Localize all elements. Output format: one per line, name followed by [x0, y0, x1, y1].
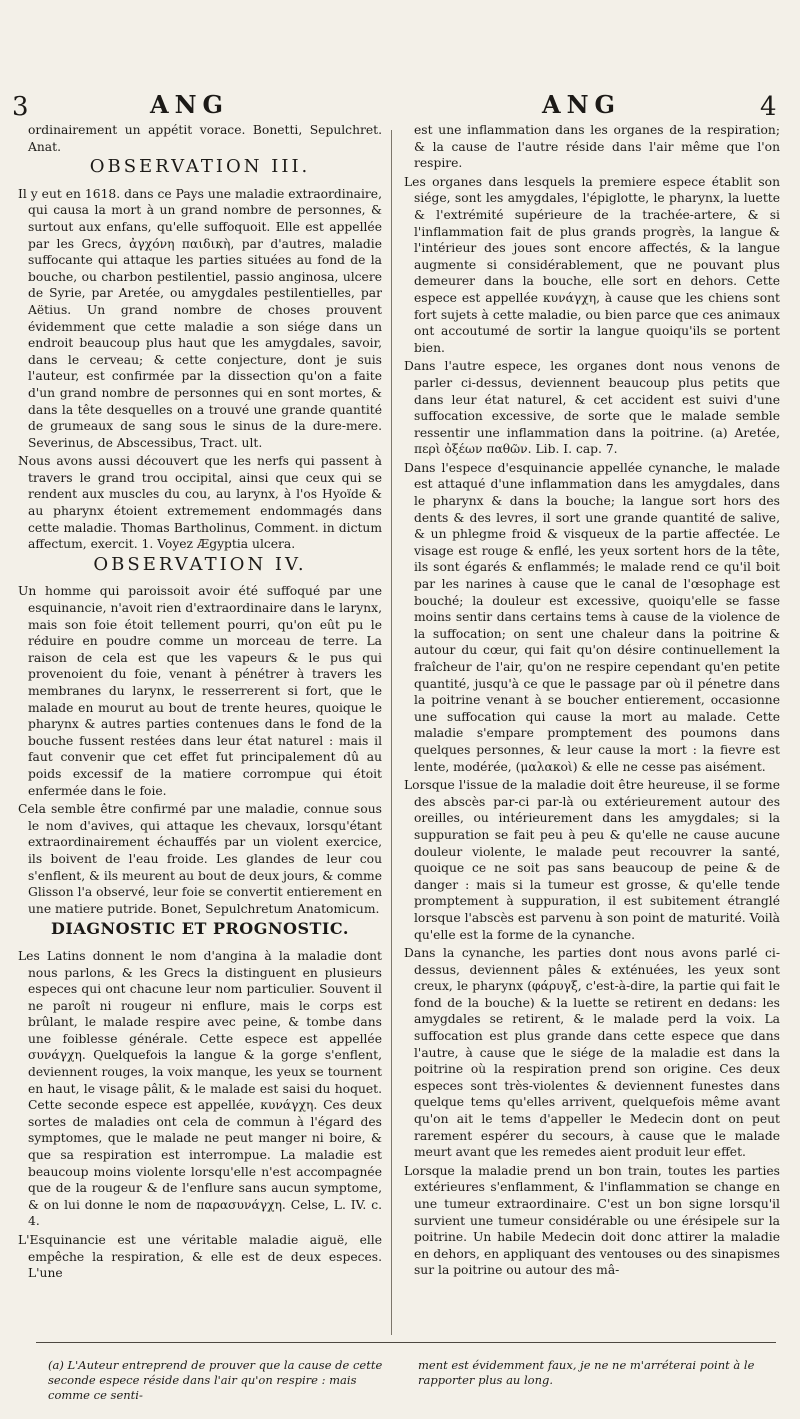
column-divider	[391, 130, 392, 1335]
paragraph: Lorsque l'issue de la maladie doit être heureuse, il se forme des abscès par-ci par-là ou extérieurement autour des oreilles, ou intérieurement dans les amygdales; si la suppuration se fait peu à peu & qu'elle ne cause aucune douleur violente, le malade peut recouvrer la santé, quoique ce ne soit pas sans beaucoup de peine & de danger : mais si la tumeur est grosse, & qu'elle tende promptement à suppuration, il est subitement étranglé lorsque l'abscès est parvenu à son point de maturité. Voilà qu'elle est la forme de la cynanche.	[404, 778, 780, 942]
paragraph: Dans la cynanche, les parties dont nous avons parlé ci-dessus, deviennent pâles & exténuées, les yeux sont creux, le pharynx (φάρυγξ, c'est-à-dire, la partie qui fait le fond de la bouche) & la luette se retirent en dedans: les amygdales se retirent, & le malade perd la voix. La suffocation est plus grande dans cette espece que dans l'autre, à cause que le siége de la maladie est dans la poitrine où la respiration prend son origine. Ces deux especes sont très-violentes & deviennent funestes dans quelque tems qu'elles arrivent, quelquefois même avant qu'on ait le tems d'appeller le Medecin dont on peut rarement espérer du secours, à cause que le malade meurt avant que les remedes aient produit leur effet.	[404, 946, 780, 1160]
paragraph: est une inflammation dans les organes de la respiration; & la cause de l'autre réside dans l'air même que l'on respire.	[414, 123, 780, 171]
paragraph: Cela semble être confirmé par une maladie, connue sous le nom d'avives, qui attaque les chevaux, lorsqu'étant extraordinairement échauffés par un violent exercice, ils boivent de l'eau froide. Les glandes de leur cou s'enflent, & ils meurent au bout de deux jours, & comme Glisson l'a observé, leur foie se convertit entierement en une matiere putride. Bonet, Sepulchretum Anatomicum.	[18, 802, 382, 916]
paragraph: Dans l'autre espece, les organes dont nous venons de parler ci-dessus, deviennent beaucoup plus petits que dans leur état naturel, & cet accident est suivi d'une suffocation excessive, de sorte que le malade semble ressentir une inflammation dans la poitrine. (a) Aretée, περὶ ὀξέων παθῶν. Lib. I. cap. 7.	[404, 359, 780, 457]
section-heading: OBSERVATION III.	[89, 156, 311, 178]
paragraph: Il y eut en 1618. dans ce Pays une maladie extraordinaire, qui causa la mort à un grand nombre de personnes, & surtout aux enfans, qu'elle suffoquoit. Elle est appellée par les Grecs, ἀγχόνη παιδικὴ, par d'autres, maladie suffocante qui attaque les parties situées au fond de la bouche, ou charbon pestilentiel, passio anginosa, ulcere de Syrie, par Aretée, ou amygdales pestilentielles, par Aëtius. Un grand nombre de choses prouvent évidemment que cette maladie a son siége dans un endroit beaucoup plus haut que les amygdales, savoir, dans le cerveau; & cette conjecture, dont je suis l'auteur, est confirmée par la dissection qu'on a faite d'un grand nombre de personnes qui en sont mortes, & dans la tête desquelles on a trouvé une grande quantité de grumeaux de sang sous le sinus de la dure-mere. Severinus, de Abscessibus, Tract. ult.	[18, 186, 382, 450]
running-head-left: ANG	[150, 90, 230, 119]
section-heading: DIAGNOSTIC ET PROGNOSTIC.	[51, 919, 349, 939]
footnote-left: (a) L'Auteur entreprend de prouver que la cause de cette seconde espece réside dans l'air qu'on respire : mais comme ce senti-	[48, 1358, 383, 1402]
section-heading: OBSERVATION IV.	[93, 553, 307, 575]
footnote-right: ment est évidemment faux, je ne ne m'arréterai point à le rapporter plus au long.	[418, 1358, 755, 1387]
paragraph: Dans l'espece d'esquinancie appellée cynanche, le malade est attaqué d'une inflammation dans les amygdales, dans le pharynx & dans la bouche; la langue sort hors des dents & des levres, il sort une grande quantité de salive, & un phlegme froid & visqueux de la partie affectée. Le visage est rouge & enflé, les yeux sortent hors de la tête, ils sont égarés & enflammés; le malade rend ce qu'il boit par les narines à cause que le canal de l'œsophage est bouché; la douleur est excessive, quoiqu'elle se fasse moins sentir dans certains tems à cause de la violence de la suffocation; on sent une chaleur dans la poitrine & autour du cœur, qui fait qu'on désire continuellement la fraîcheur de l'air, qu'on ne respire cependant qu'en petite quantité, jusqu'à ce que le passage par où il pénetre dans la poitrine venant à se boucher entierement, occasionne une suffocation qui cause la mort au malade. Cette maladie s'empare promptement des poumons dans quelques personnes, & leur cause la mort : la fievre est lente, modérée, (μαλακοὶ) & elle ne cesse pas aisément.	[404, 460, 780, 774]
paragraph: Lorsque la maladie prend un bon train, toutes les parties extérieures s'enflamment, & l'inflammation se change en une tumeur extraordinaire. C'est un bon signe lorsqu'il survient une tumeur considérable ou une érésipele sur la poitrine. Un habile Medecin doit donc attirer la maladie en dehors, en appliquant des ventouses ou des sinapismes sur la poitrine ou autour des mâ-	[404, 1163, 780, 1278]
paragraph: L'Esquinancie est une véritable maladie aiguë, elle empêche la respiration, & elle est de deux especes. L'une	[18, 1233, 382, 1281]
left-column	[18, 122, 382, 1284]
paragraph: Nous avons aussi découvert que les nerfs qui passent à travers le grand trou occipital, ainsi que ceux qui se rendent aux muscles du cou, au larynx, à l'os Hyoïde & au pharynx étoient extremement endommagés dans cette maladie. Thomas Bartholinus, Comment. in dictum affectum, exercit. 1. Voyez Ægyptia ulcera.	[18, 454, 382, 552]
footnote-rule	[36, 1342, 776, 1343]
page-number-left: 3	[12, 92, 29, 122]
paragraph: Un homme qui paroissoit avoir été suffoqué par une esquinancie, n'avoit rien d'extraordinaire dans le larynx, mais son foie étoit tellement pourri, qu'on eût pu le réduire en poudre comme un morceau de terre. La raison de cela est que les vapeurs & le pus qui provenoient du foie, venant à pénétrer à travers les membranes du larynx, le resserrerent si fort, que le malade en mourut au bout de trente heures, quoique le pharynx & autres parties contenues dans le fond de la bouche fussent restées dans leur état naturel : mais il faut convenir que cet effet fut principalement dû au poids excessif de la matiere corrompue qui étoit enfermée dans le foie.	[18, 584, 382, 798]
right-column	[404, 122, 780, 1281]
paragraph: ordinairement un appétit vorace. Bonetti, Sepulchret. Anat.	[28, 123, 382, 154]
page-header	[0, 86, 800, 126]
paragraph: Les Latins donnent le nom d'angina à la maladie dont nous parlons, & les Grecs la distinguent en plusieurs especes qui ont chacune leur nom particulier. Souvent il ne paroît ni rougeur ni enflure, mais le corps est brûlant, le malade respire avec peine, & tombe dans une foiblesse générale. Cette espece est appellée συνάγχη. Quelquefois la langue & la gorge s'enflent, deviennent rouges, la voix manque, les yeux se tournent en haut, le visage pâlit, & le malade est saisi du hoquet. Cette seconde espece est appellée, κυνάγχη. Ces deux sortes de maladies ont cela de commun à l'égard des symptomes, que le malade ne peut manger ni boire, & que sa respiration est interrompue. La maladie est beaucoup moins violente lorsqu'elle n'est accompagnée que de la rougeur & de l'enflure sans aucun symptome, & on lui donne le nom de παρασυνάγχη. Celse, L. IV. c. 4.	[18, 948, 382, 1229]
page-number-right: 4	[760, 92, 777, 122]
running-head-right: ANG	[542, 90, 622, 119]
paragraph: Les organes dans lesquels la premiere espece établit son siége, sont les amygdales, l'épiglotte, le pharynx, la luette & l'extrémité supérieure de la trachée-artere, & si l'inflammation fait de plus grands progrès, la langue & l'intérieur des joues sont encore affectés, & la langue augmente si considérablement, que ne pouvant plus demeurer dans la bouche, elle sort en dehors. Cette espece est appellée κυνάγχη, à cause que les chiens sont fort sujets à cette maladie, ou bien parce que ces animaux ont accoutumé de sortir la langue quoiqu'ils se portent bien.	[404, 174, 780, 355]
